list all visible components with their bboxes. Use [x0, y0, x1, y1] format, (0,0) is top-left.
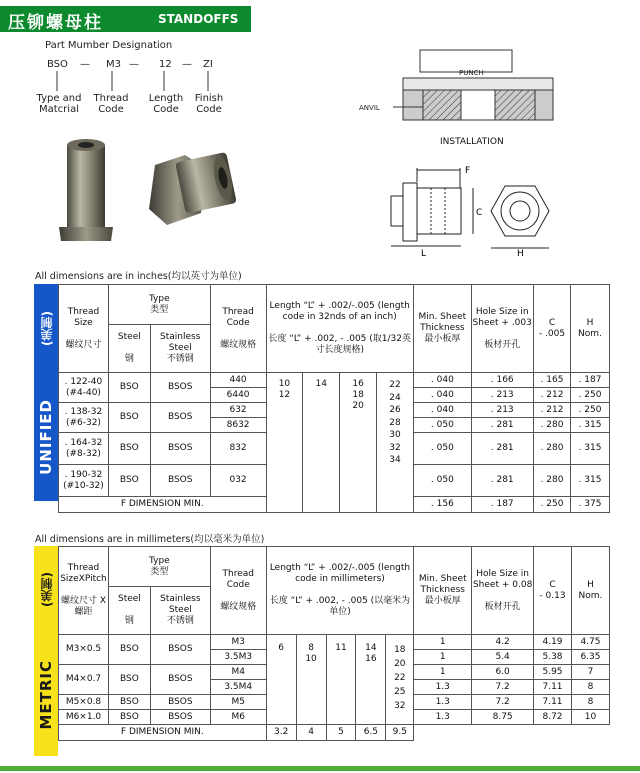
cell-min: . 040	[413, 403, 471, 418]
metric-table	[58, 546, 610, 741]
f-value: 5	[326, 725, 356, 741]
standoff-photo-right	[149, 152, 237, 225]
cell-hole: . 281	[471, 465, 533, 497]
unified-note: All dimensions are in inches(均以英寸为单位)	[35, 271, 242, 282]
cell-h: 8	[571, 695, 609, 710]
cell-h: . 187	[571, 373, 609, 388]
metric-header-steel: Steel 钢	[108, 587, 150, 635]
f-value: . 250	[533, 497, 571, 513]
f-value: . 187	[471, 497, 533, 513]
cell-c: . 212	[533, 388, 571, 403]
length-col-2: 8 10	[296, 635, 326, 725]
l-dim-label: L	[421, 249, 427, 259]
cell-h: . 315	[571, 418, 609, 433]
f-value: 3.2	[266, 725, 296, 741]
metric-side-band	[34, 546, 58, 756]
unified-header-c: C - .005	[533, 285, 571, 373]
metric-header-h: H Nom.	[571, 547, 609, 635]
cell-hole: 8.75	[472, 710, 534, 725]
cell-hole: . 166	[471, 373, 533, 388]
length-col-4: 14 16	[356, 635, 386, 725]
cell-stainless: BSOS	[150, 695, 210, 710]
unified-side-band	[34, 284, 58, 501]
label-length: Length Code	[148, 93, 184, 115]
cell-c: 5.38	[534, 650, 572, 665]
cell-h: 4.75	[571, 635, 609, 650]
cell-hole: . 281	[471, 433, 533, 465]
cell-min: 1.3	[414, 695, 472, 710]
unified-header-min-sheet: Min. Sheet Thickness 最小板厚	[413, 285, 471, 373]
cell-c: 8.72	[534, 710, 572, 725]
label-type: Type and Matcrial	[36, 93, 82, 115]
cell-c: . 280	[533, 465, 571, 497]
c-dim-label: C	[476, 208, 483, 218]
length-col-2: 14	[303, 373, 340, 513]
table-row: . 138-32 (#6-32)	[59, 403, 109, 433]
cell-steel: BSO	[108, 373, 150, 403]
h-dim-label: H	[517, 249, 524, 259]
cell-hole: 5.4	[472, 650, 534, 665]
cell-steel: BSO	[108, 695, 150, 710]
metric-header-thread-size: Thread SizeXPitch 螺纹尺寸 X螺距	[59, 547, 109, 635]
cell-c: . 280	[533, 433, 571, 465]
cell-code: 3.5M3	[210, 650, 266, 665]
cell-h: . 315	[571, 465, 609, 497]
title-english: STANDOFFS	[158, 12, 239, 26]
cell-min: 1.3	[414, 680, 472, 695]
metric-header-type: Type 类型	[108, 547, 210, 587]
length-col-3: 11	[326, 635, 356, 725]
metric-header-min-sheet: Min. Sheet Thickness 最小板厚	[414, 547, 472, 635]
cell-code: 032	[210, 465, 266, 497]
cell-hole: . 281	[471, 418, 533, 433]
cell-code: M6	[210, 710, 266, 725]
f-value: . 375	[571, 497, 609, 513]
code-12: 12	[159, 59, 172, 70]
cell-code: 632	[210, 403, 266, 418]
designation-lines	[40, 71, 230, 93]
label-finish: Finish Code	[194, 93, 224, 115]
cell-steel: BSO	[108, 433, 150, 465]
installation-label: INSTALLATION	[440, 137, 504, 147]
designation-heading: Part Mumber Designation	[45, 40, 173, 51]
installation-diagram	[355, 45, 565, 140]
cell-min: . 050	[413, 433, 471, 465]
metric-side-en: METRIC	[37, 660, 55, 730]
cell-steel: BSO	[108, 465, 150, 497]
cell-stainless: BSOS	[150, 665, 210, 695]
cell-min: 1	[414, 665, 472, 680]
cell-min: . 050	[413, 465, 471, 497]
cell-code: 8632	[210, 418, 266, 433]
label-thread: Thread Code	[93, 93, 129, 115]
dimension-drawing	[385, 158, 555, 260]
metric-side-cn: (美制)	[39, 572, 54, 608]
metric-header-hole: Hole Size in Sheet + 0.08 板材开孔	[472, 547, 534, 635]
unified-header-type: Type 类型	[108, 285, 210, 325]
table-row: M6×1.0	[59, 710, 109, 725]
title-banner	[0, 6, 251, 32]
unified-table	[58, 284, 610, 513]
unified-header-thread-code: Thread Code 螺纹规格	[210, 285, 266, 373]
cell-stainless: BSOS	[150, 465, 210, 497]
cell-c: 7.11	[534, 680, 572, 695]
standoff-photo-left	[59, 139, 113, 241]
cell-min: 1	[414, 650, 472, 665]
cell-steel: BSO	[108, 635, 150, 665]
cell-c: . 165	[533, 373, 571, 388]
cell-hole: . 213	[471, 403, 533, 418]
cell-steel: BSO	[108, 665, 150, 695]
length-col-3: 16 18 20	[340, 373, 377, 513]
cell-min: 1.3	[414, 710, 472, 725]
cell-min: 1	[414, 635, 472, 650]
f-value: 9.5	[386, 725, 414, 741]
cell-c: . 212	[533, 403, 571, 418]
f-dim-label: F	[465, 166, 471, 176]
table-row: . 190-32 (#10-32)	[59, 465, 109, 497]
cell-h: 7	[571, 665, 609, 680]
f-value: . 156	[413, 497, 471, 513]
cell-h: . 250	[571, 403, 609, 418]
anvil-label: ANVIL	[359, 104, 380, 112]
code-m3: M3	[106, 59, 121, 70]
cell-code: 6440	[210, 388, 266, 403]
unified-header-thread-size: Thread Size 螺纹尺寸	[59, 285, 109, 373]
cell-code: M5	[210, 695, 266, 710]
cell-h: 8	[571, 680, 609, 695]
cell-stainless: BSOS	[150, 635, 210, 665]
table-row: M4×0.7	[59, 665, 109, 695]
table-row: M3×0.5	[59, 635, 109, 665]
metric-header-stainless: Stainless Steel 不锈钢	[150, 587, 210, 635]
cell-code: 440	[210, 373, 266, 388]
unified-header-length: Length “L” + .002/-.005 (length code in 32nds of an inch) 长度 “L” + .002, - .005 (取1/32英寸长度规格)	[266, 285, 413, 373]
cell-c: 4.19	[534, 635, 572, 650]
cell-c: 5.95	[534, 665, 572, 680]
unified-side-cn: (美制)	[39, 310, 54, 346]
cell-hole: 7.2	[472, 680, 534, 695]
length-col-4: 22 24 26 28 30 32 34	[377, 373, 414, 513]
unified-header-stainless: Stainless Steel 不锈钢	[150, 325, 210, 373]
cell-c: . 280	[533, 418, 571, 433]
cell-hole: . 213	[471, 388, 533, 403]
length-col-5: 18 20 22 25 32	[386, 635, 414, 725]
code-bso: BSO	[47, 59, 68, 70]
cell-stainless: BSOS	[150, 403, 210, 433]
cell-c: 7.11	[534, 695, 572, 710]
punch-label: PUNCH	[459, 69, 484, 77]
cell-code: M3	[210, 635, 266, 650]
cell-h: . 315	[571, 433, 609, 465]
unified-header-steel: Steel 钢	[108, 325, 150, 373]
table-row: . 122-40 (#4-40)	[59, 373, 109, 403]
table-row: M5×0.8	[59, 695, 109, 710]
unified-header-h: H Nom.	[571, 285, 609, 373]
cell-min: . 050	[413, 418, 471, 433]
cell-code: 3.5M4	[210, 680, 266, 695]
metric-header-length: Length “L” + .002/-.005 (length code in millimeters) 长度 “L” + .002, - .005 (以毫米为单位)	[266, 547, 414, 635]
unified-side-en: UNIFIED	[37, 398, 55, 475]
cell-steel: BSO	[108, 403, 150, 433]
cell-stainless: BSOS	[150, 373, 210, 403]
cell-steel: BSO	[108, 710, 150, 725]
cell-hole: 6.0	[472, 665, 534, 680]
f-dimension-label: F DIMENSION MIN.	[59, 497, 267, 513]
title-chinese: 压铆螺母柱	[8, 13, 103, 33]
metric-header-c: C - 0.13	[534, 547, 572, 635]
unified-header-hole: Hole Size in Sheet + .003 板材开孔	[471, 285, 533, 373]
metric-note: All dimensions are in millimeters(均以毫米为单位)	[35, 534, 265, 545]
length-col-1: 6	[266, 635, 296, 725]
cell-code: 832	[210, 433, 266, 465]
dash-2: —	[129, 59, 139, 70]
footer-line	[0, 766, 640, 771]
cell-min: . 040	[413, 388, 471, 403]
f-value: 6.5	[356, 725, 386, 741]
f-dimension-label: F DIMENSION MIN.	[59, 725, 267, 741]
cell-h: 10	[571, 710, 609, 725]
length-col-1: 10 12	[266, 373, 303, 513]
cell-stainless: BSOS	[150, 433, 210, 465]
dash-3: —	[182, 59, 192, 70]
f-value: 4	[296, 725, 326, 741]
code-zi: ZI	[203, 59, 213, 70]
standoff-photos	[55, 135, 255, 250]
cell-hole: 4.2	[472, 635, 534, 650]
dash-1: —	[80, 59, 90, 70]
cell-h: 6.35	[571, 650, 609, 665]
cell-min: . 040	[413, 373, 471, 388]
cell-h: . 250	[571, 388, 609, 403]
cell-hole: 7.2	[472, 695, 534, 710]
cell-code: M4	[210, 665, 266, 680]
cell-stainless: BSOS	[150, 710, 210, 725]
metric-header-thread-code: Thread Code 螺纹规格	[210, 547, 266, 635]
table-row: . 164-32 (#8-32)	[59, 433, 109, 465]
